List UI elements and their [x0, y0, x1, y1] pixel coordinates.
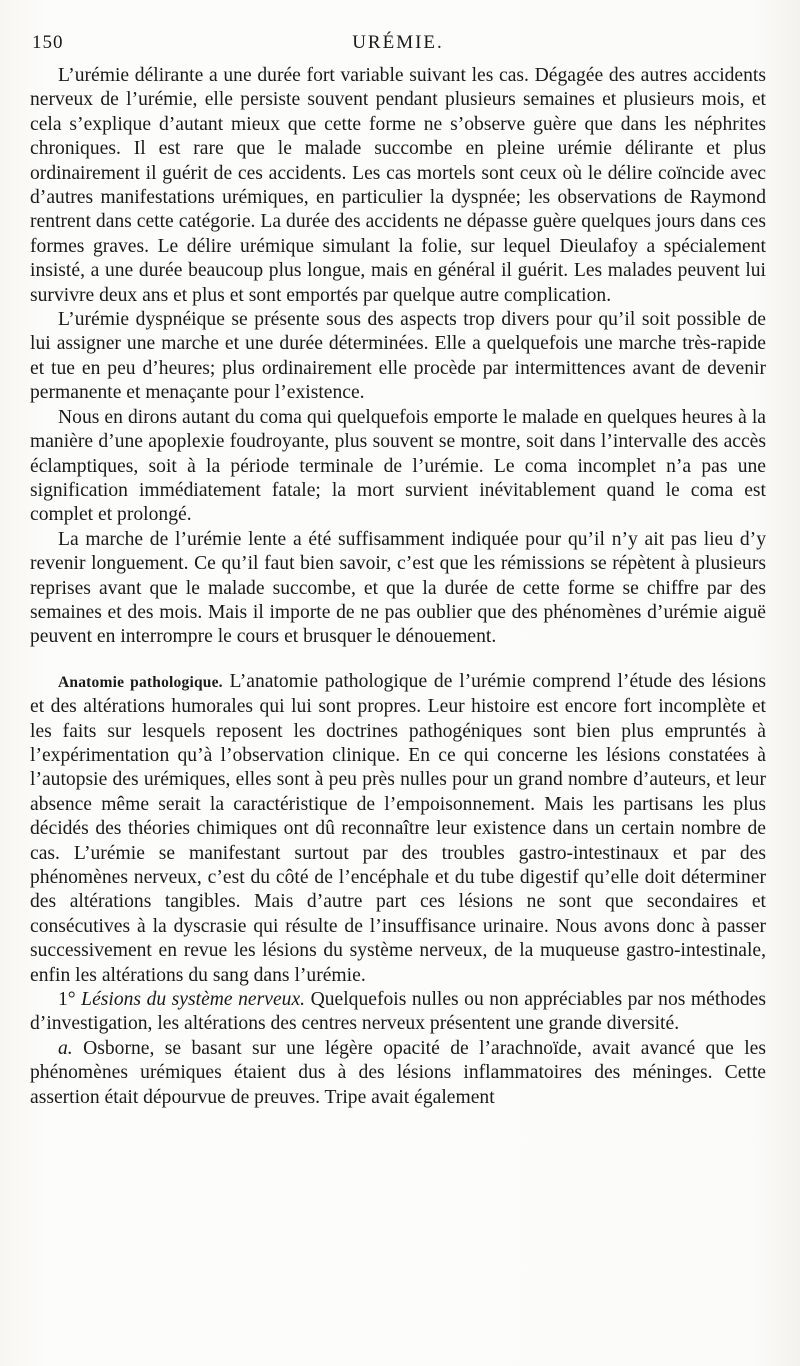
running-head	[30, 30, 766, 64]
lesions-text: Quelquefois nulles ou non appréciables par nos méthodes d’investigation, les altérations des centres nerveux présentent une grande diversité.	[30, 989, 767, 1035]
paragraph-uremie-lente: La marche de l’urémie lente a été suffisamment indiquée pour qu’il n’y ait pas lieu d’y revenir longuement. Ce qu’il faut bien savoir, c’est que les rémissions se répètent à plusieurs reprises avant que le malade succombe, et que la durée de cette forme se chiffre par des semaines et des mois. Mais il importe de ne pas oublier que des phénomènes d’urémie aiguë peuvent en interrompre le cours et brusquer le dénouement.	[30, 528, 766, 648]
page-number: 150	[32, 32, 64, 53]
section-heading-anatomie: Anatomie pathologique.	[58, 673, 223, 691]
item-letter: a.	[58, 1037, 73, 1059]
paragraph-anatomie-pathologique	[30, 670, 766, 988]
subsection-heading-lesions: Lésions du système nerveux.	[81, 989, 306, 1011]
page-title: URÉMIE.	[352, 32, 444, 53]
paragraph-uremie-dyspneique: L’urémie dyspnéique se présente sous des aspects trop divers pour qu’il soit possible de lui assigner une marche et une durée déterminées. Elle a quelquefois une marche très-rapide et tue en peu d’heures; plus ordinairement elle procède par intermittences avant de devenir permanente et menaçante pour l’existence.	[30, 309, 766, 404]
paragraph-uremie-delirante: L’urémie délirante a une durée fort variable suivant les cas. Dégagée des autres accidents nerveux de l’urémie, elle persiste souvent pendant plusieurs semaines et plusieurs mois, et cela s’explique d’autant mieux que cette forme ne s’observe guère que dans les néphrites chroniques. Il est rare que le malade succombe en pleine urémie délirante et plus ordinairement il guérit de ces accidents. Les cas mortels sont ceux où le délire coïncide avec d’autres manifestations urémiques, en particulier la dyspnée; les observations de Raymond rentrent dans cette catégorie. La durée des accidents ne dépasse guère quelques jours dans ces formes graves. Le délire urémique simulant la folie, sur lequel Dieulafoy a spécialement insisté, a une durée beaucoup plus longue, mais en général il guérit. Les malades peuvent lui survivre deux ans et plus et sont emportés par quelque autre complication.	[30, 65, 766, 306]
paragraph-coma: Nous en dirons autant du coma qui quelquefois emporte le malade en quelques heures à la manière d’une apoplexie foudroyante, plus souvent se montre, soit dans l’intervalle des accès éclamptiques, soit à la période terminale de l’urémie. Le coma incomplet n’a pas une signification immédiatement fatale; la mort survient inévitablement quand le coma est complet et prolongé.	[30, 406, 766, 526]
osborne-text: Osborne, se basant sur une légère opacité de l’arachnoïde, avait avancé que les phénomènes urémiques étaient dus à des lésions inflammatoires des méninges. Cette assertion était dépourvue de preuves. Tripe avait également	[30, 1037, 766, 1108]
anatomie-text: L’anatomie pathologique de l’urémie comprend l’étude des lésions et des altérations humorales qui lui sont propres. Leur histoire est encore fort incomplète et les faits sur lesquels reposent les doctrines pathogéniques sont bien plus empruntés à l’expérimentation qu’à l’observation clinique. En ce qui concerne les lésions constatées à l’autopsie des urémiques, elles sont à peu près nulles pour un grand nombre d’auteurs, et leur absence même serait la caractéristique de l’empoisonnement. Mais les partisans les plus décidés des théories chimiques ont dû reconnaître leur existence dans un certain nombre de cas. L’urémie se manifestant surtout par des troubles gastro-intestinaux et par des phénomènes nerveux, c’est du côté de l’encéphale et du tube digestif qu’elle doit déterminer des altérations tangibles. Mais d’autre part ces lésions ne sont que secondaires et consécutives à la dyscrasie qui résulte de l’insuffisance urinaire. Nous avons donc à passer successivement en revue les lésions du système nerveux, de la muqueuse gastro-intestinale, enfin les altérations du sang dans l’urémie.	[30, 670, 766, 986]
subsection-number: 1°	[58, 989, 76, 1011]
body-text	[30, 64, 766, 1110]
paragraph-lesions-systeme-nerveux	[30, 988, 766, 1037]
paragraph-osborne	[30, 1037, 766, 1110]
